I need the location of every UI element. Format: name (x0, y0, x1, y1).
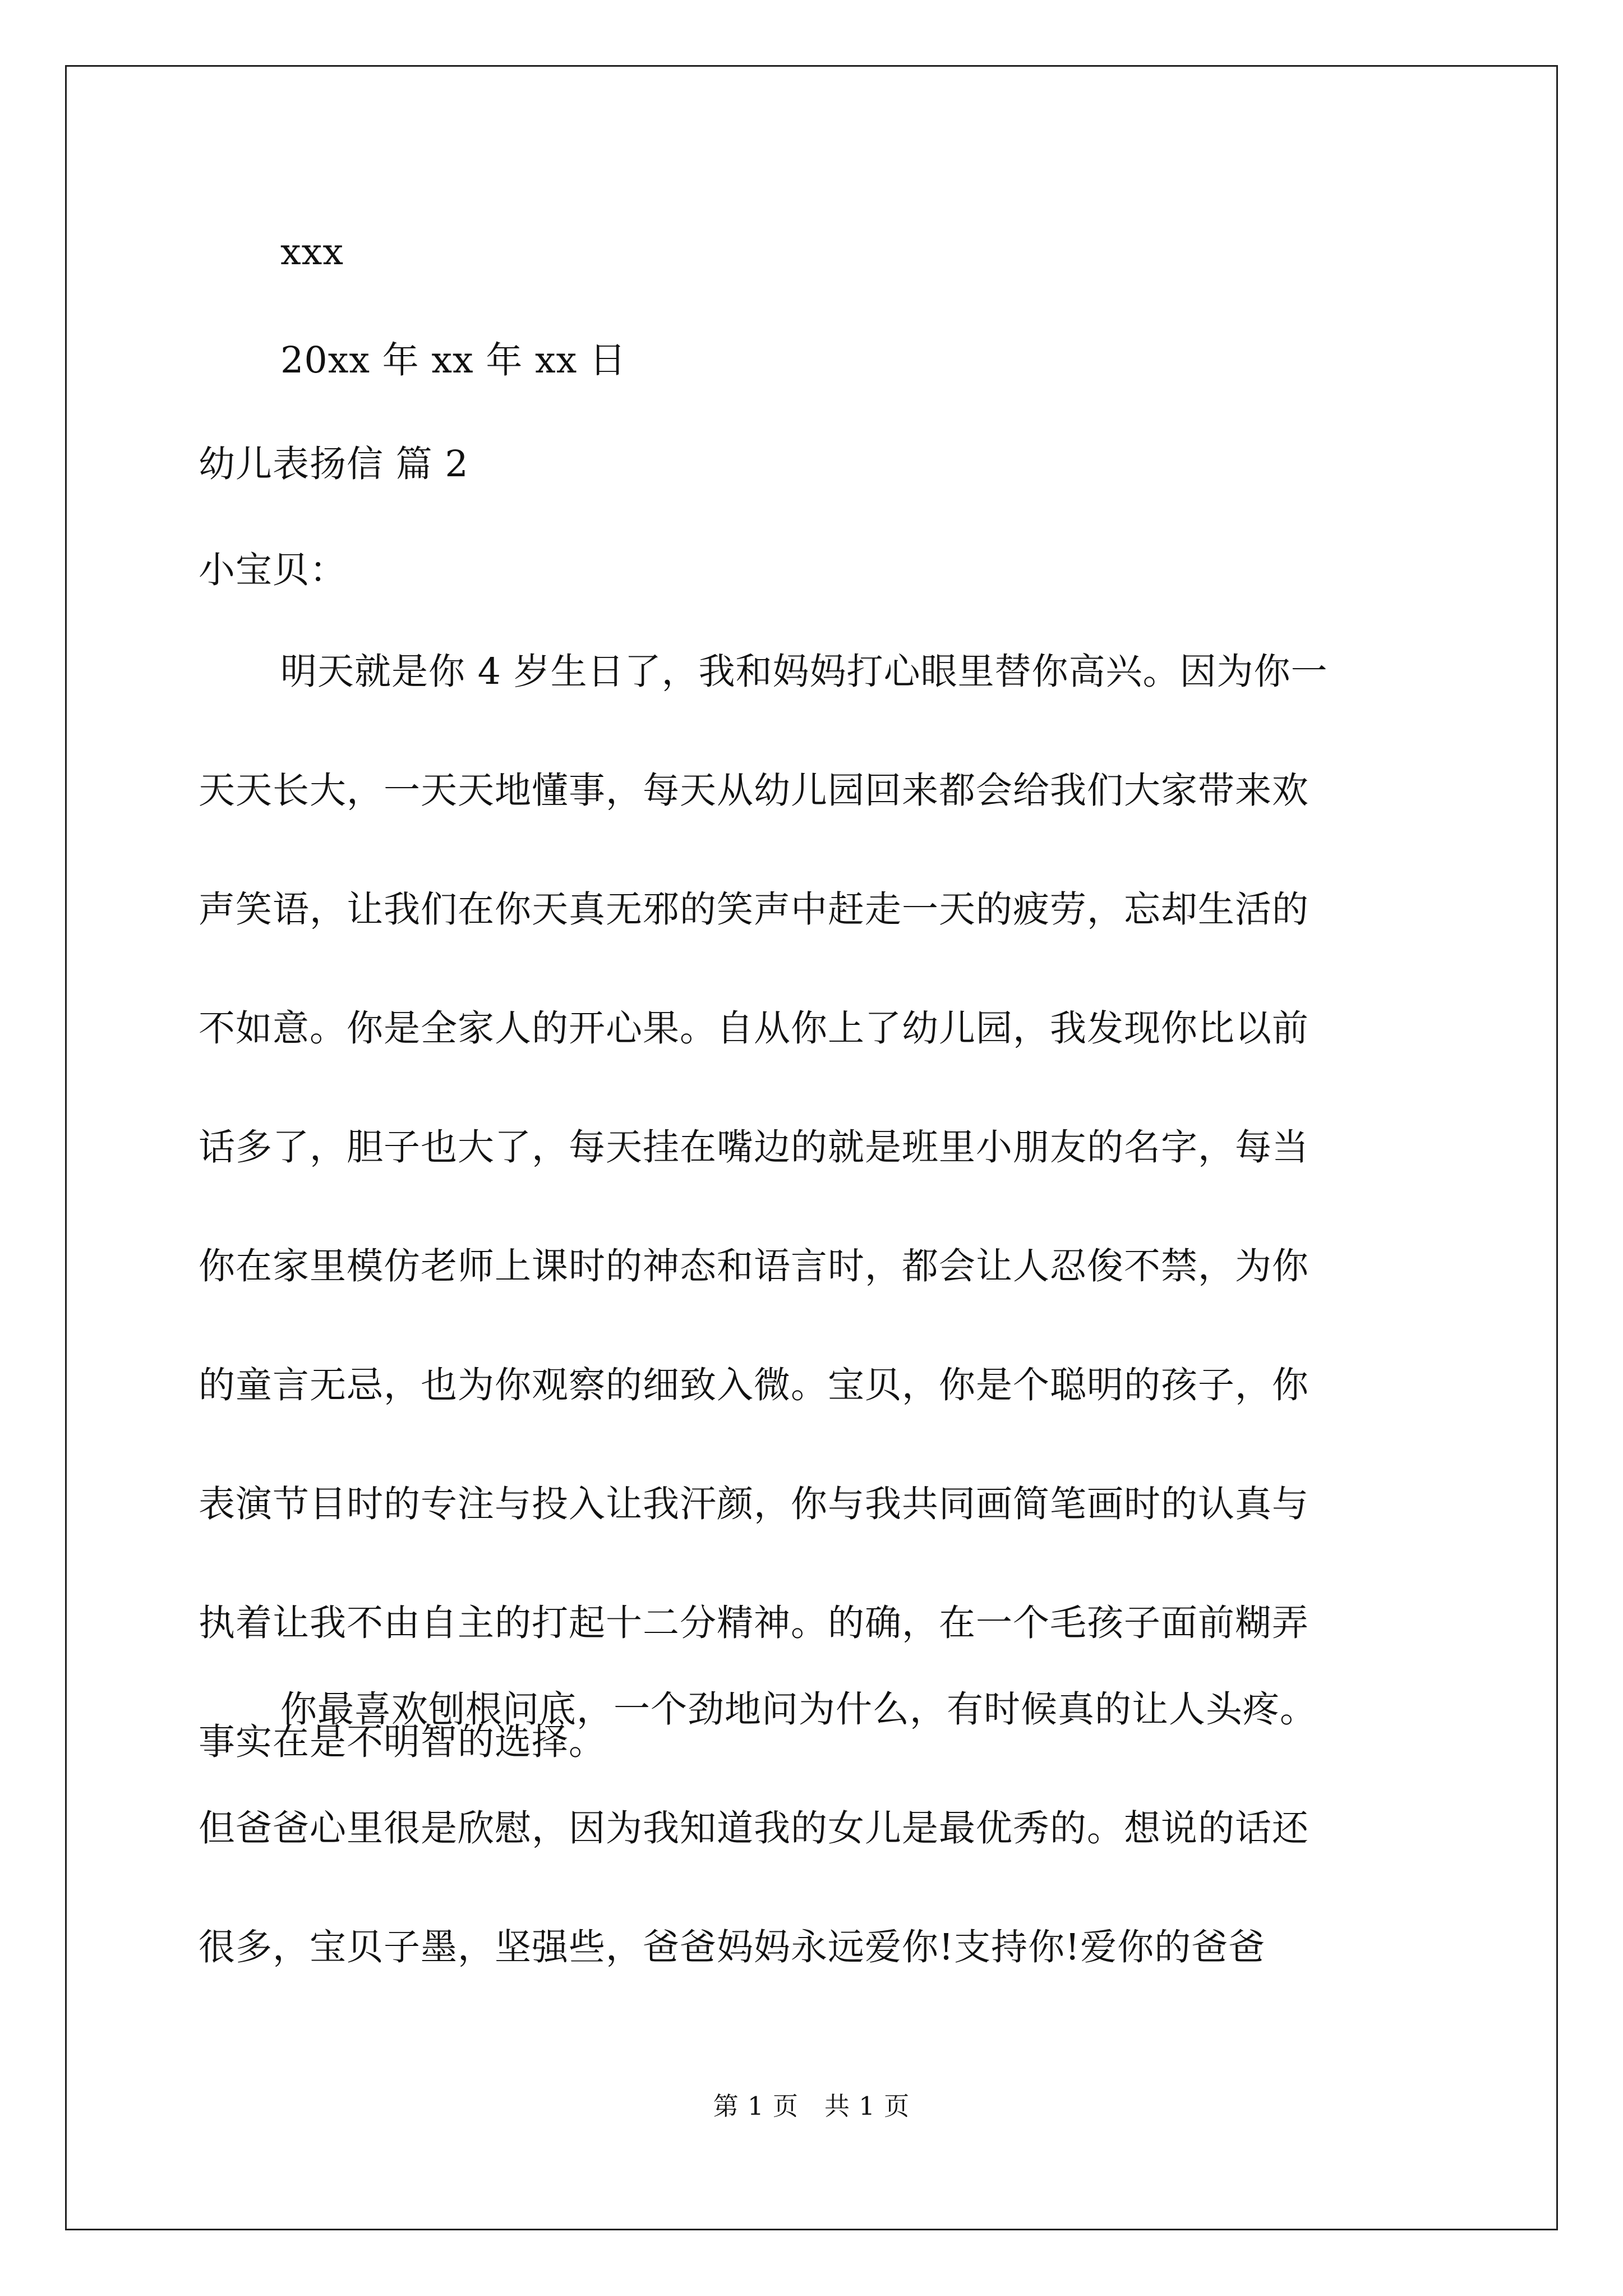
letter-heading: 幼儿表扬信 篇 2 (199, 443, 469, 485)
letter-signature: xxx (280, 231, 344, 273)
paragraph-line: 你最喜欢刨根问底，一个劲地问为什么，有时候真的让人头疼。 (280, 1688, 1317, 1731)
paragraph-line: 事实在是不明智的选择。 (199, 1721, 606, 1763)
letter-paragraph-2 (199, 1687, 1432, 2044)
page-number-footer: 第 1 页 共 1 页 (713, 2091, 910, 2121)
paragraph-line: 但爸爸心里很是欣慰，因为我知道我的女儿是最优秀的。想说的话还 (199, 1807, 1310, 1849)
paragraph-line: 执着让我不由自主的打起十二分精神。的确，在一个毛孩子面前糊弄 (199, 1602, 1310, 1644)
letter-paragraph-1 (199, 650, 1432, 1839)
paragraph-line: 你在家里模仿老师上课时的神态和语言时，都会让人忍俊不禁，为你 (199, 1245, 1310, 1287)
paragraph-line: 表演节目时的专注与投入让我汗颜，你与我共同画简笔画时的认真与 (199, 1483, 1310, 1525)
paragraph-line: 的童言无忌，也为你观察的细致入微。宝贝，你是个聪明的孩子，你 (199, 1364, 1310, 1406)
letter-date: 20xx 年 xx 年 xx 日 (280, 339, 626, 381)
paragraph-line: 明天就是你 4 岁生日了，我和妈妈打心眼里替你高兴。因为你一 (280, 651, 1328, 693)
paragraph-line: 声笑语，让我们在你天真无邪的笑声中赶走一天的疲劳，忘却生活的 (199, 889, 1310, 931)
paragraph-line: 很多，宝贝子墨，坚强些，爸爸妈妈永远爱你!支持你!爱你的爸爸 (199, 1926, 1266, 1968)
paragraph-line: 天天长大，一天天地懂事，每天从幼儿园回来都会给我们大家带来欢 (199, 770, 1310, 812)
paragraph-line: 不如意。你是全家人的开心果。自从你上了幼儿园，我发现你比以前 (199, 1007, 1310, 1050)
paragraph-line: 话多了，胆子也大了，每天挂在嘴边的就是班里小朋友的名字，每当 (199, 1126, 1310, 1168)
letter-salutation: 小宝贝： (199, 549, 347, 591)
